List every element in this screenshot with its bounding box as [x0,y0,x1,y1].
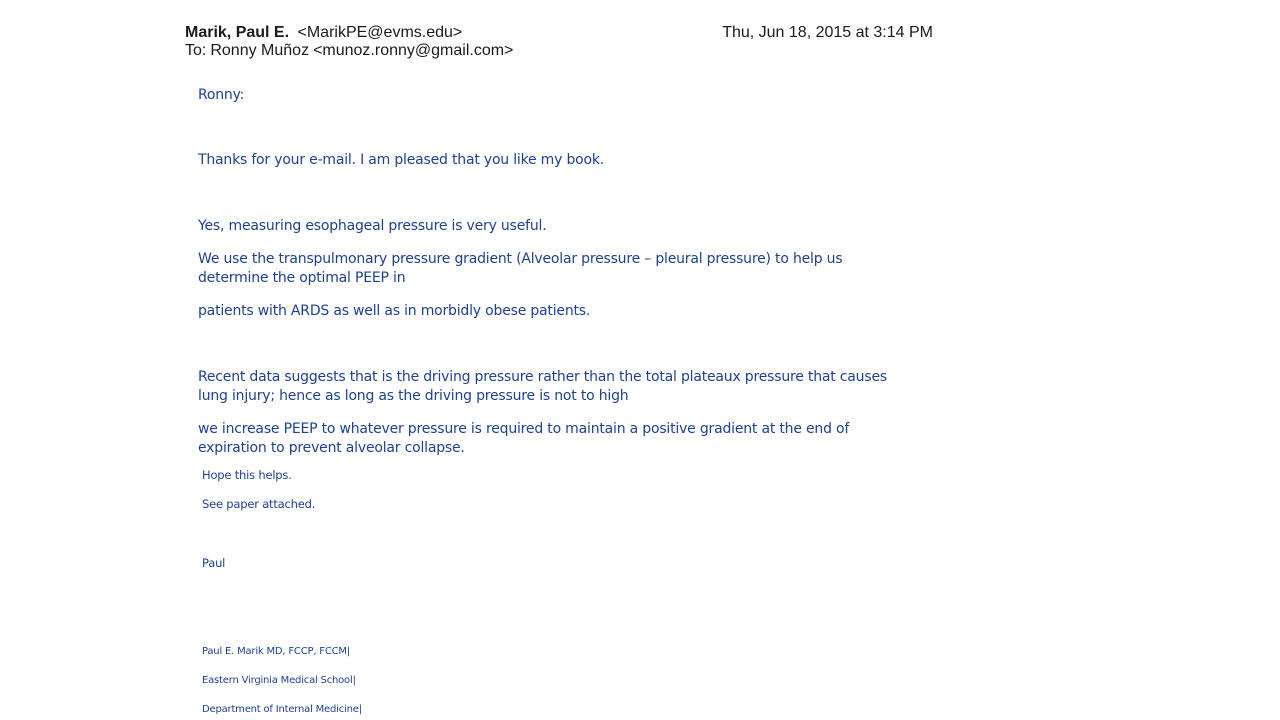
paragraph-esophageal: Yes, measuring esophageal pressure is very useful. [198,218,547,234]
signature-department [202,703,922,717]
paragraph-ards: patients with ARDS as well as in morbidly obese patients. [198,303,591,319]
signature-separator: | [346,646,351,657]
recipient-email[interactable]: <munoz.ronny@gmail.com> [313,42,514,59]
paragraph-hope: Hope this helps. [202,468,292,482]
sender-name: Marik, Paul E. [185,24,290,41]
paragraph-driving-pressure: Recent data suggests that is the driving pressure rather than the total plateaux pressure that causes lung injury; hence as long as the driving pressure is not to high [198,369,887,404]
paragraph-transpulmonary: We use the transpulmonary pressure gradient (Alveolar pressure – pleural pressure) to help us determine the optimal PEEP in [198,251,843,286]
signature-separator: | [358,704,362,715]
sender-email[interactable]: <MarikPE@evms.edu> [297,24,463,41]
sender [185,24,462,42]
recipient-line [185,42,933,60]
email-date: Thu, Jun 18, 2015 at 3:14 PM [722,24,933,41]
signature-school [202,674,922,688]
signature-department-text: Department of Internal Medicine [202,704,359,715]
paragraph-attachment: See paper attached. [202,497,316,511]
paragraph-thanks: Thanks for your e-mail. I am pleased that you like my book. [198,152,605,168]
signature-separator: | [352,675,356,686]
signature-name [202,645,922,659]
signature-school-text: Eastern Virginia Medical School [202,675,353,686]
greeting: Ronny: [198,87,245,103]
email-header [185,24,933,60]
paragraph-peep: we increase PEEP to whatever pressure is required to maintain a positive gradient at the end of expiration to prevent alveolar collapse. [198,421,850,456]
signature-name-text: Paul E. Marik MD, FCCP, FCCM [202,646,347,657]
sender-line [185,24,933,42]
closing-name: Paul [202,556,226,570]
recipient-name: Ronny Muñoz [210,42,310,59]
to-label: To: [185,42,207,59]
